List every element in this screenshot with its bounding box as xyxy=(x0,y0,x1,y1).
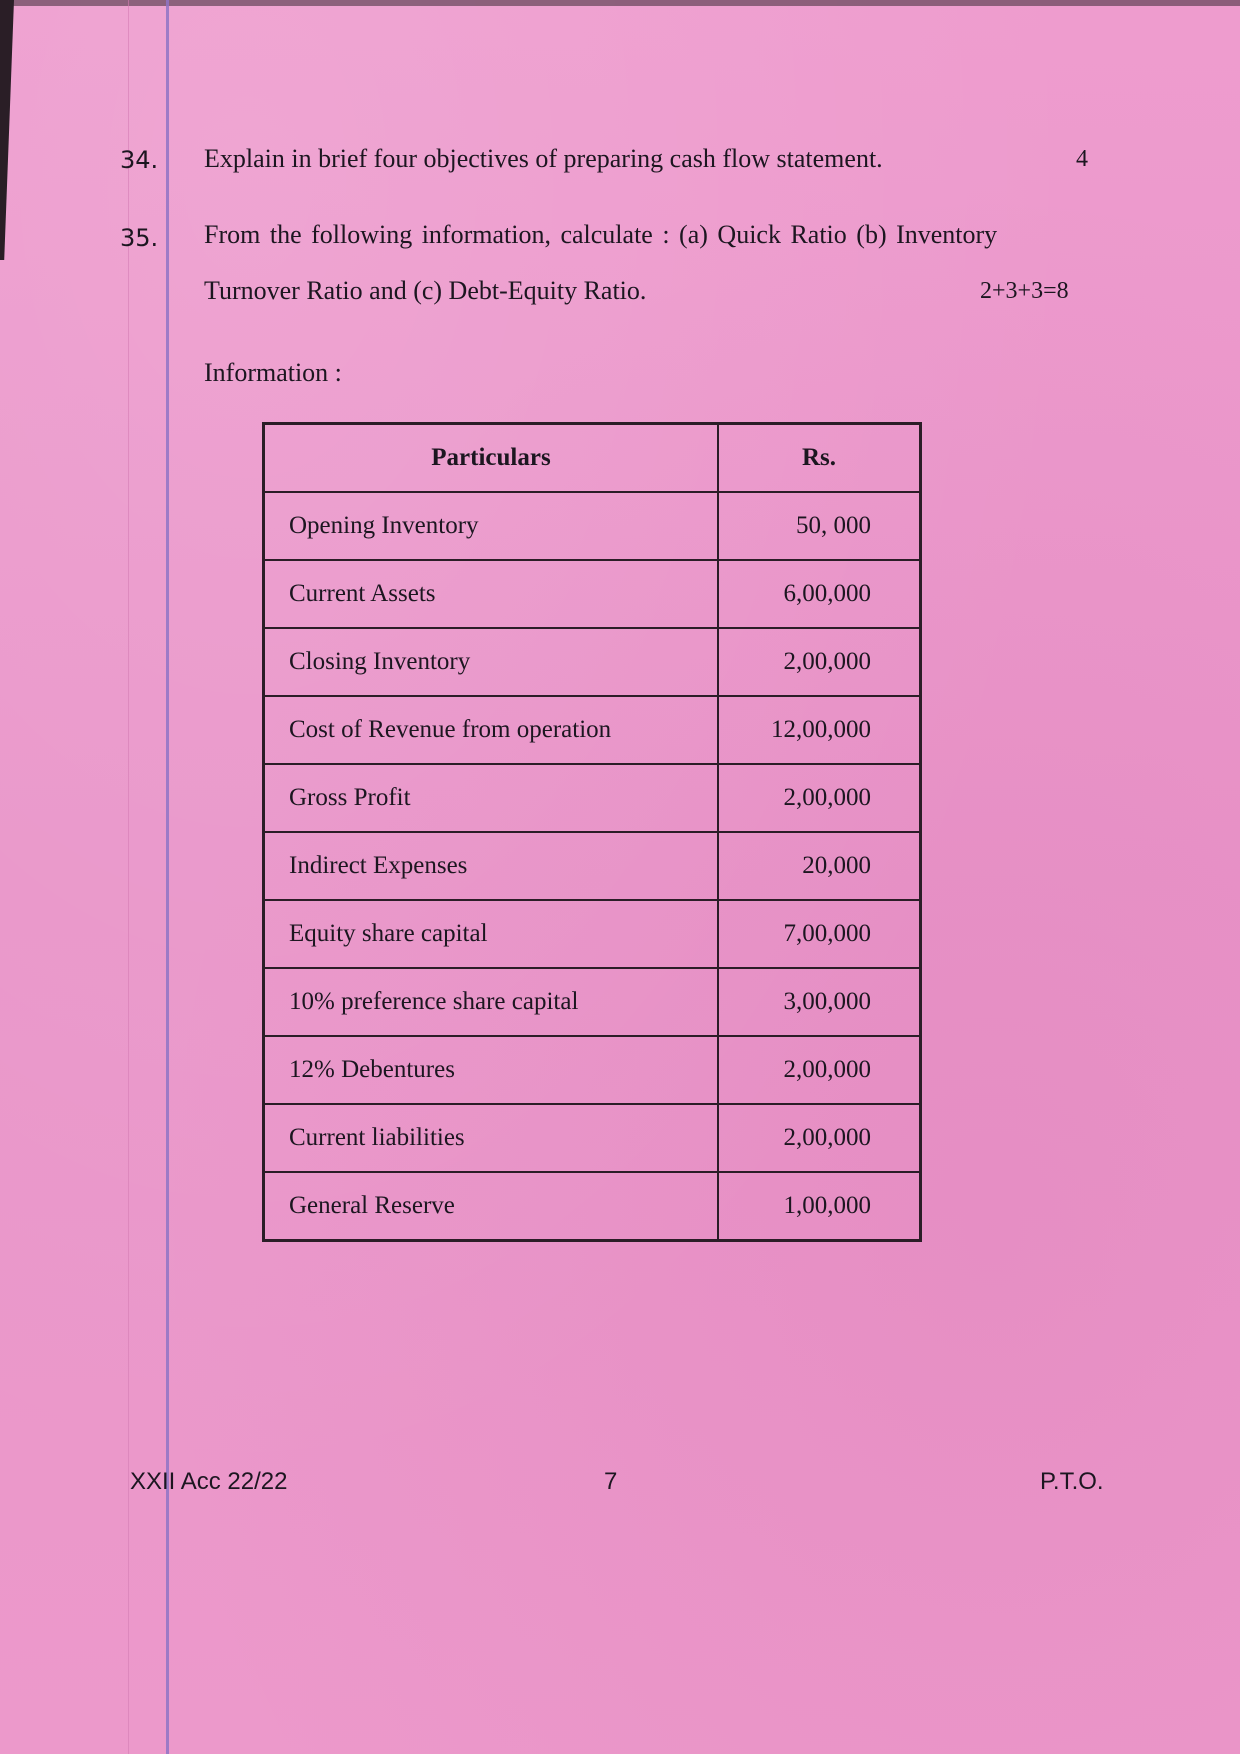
table-row xyxy=(264,900,921,968)
row-amount: 50, 000 xyxy=(718,492,921,560)
row-particular: 12% Debentures xyxy=(264,1036,719,1104)
margin-rule-faint xyxy=(128,0,129,1754)
header-particulars: Particulars xyxy=(264,424,719,493)
row-particular: Equity share capital xyxy=(264,900,719,968)
table-row xyxy=(264,1172,921,1241)
row-amount: 1,00,000 xyxy=(718,1172,921,1241)
table-row xyxy=(264,492,921,560)
question-35-text-line1: From the following information, calculate : (a) Quick Ratio (b) Inventory xyxy=(204,220,998,249)
table-row xyxy=(264,628,921,696)
question-34-number: 34. xyxy=(120,146,159,174)
row-amount: 2,00,000 xyxy=(718,1036,921,1104)
question-34-marks: 4 xyxy=(1076,146,1088,172)
table-row xyxy=(264,1036,921,1104)
paper-code: XXII Acc 22/22 xyxy=(130,1468,288,1495)
information-table xyxy=(262,422,922,1242)
row-particular: Closing Inventory xyxy=(264,628,719,696)
question-35-text-line2: Turnover Ratio and (c) Debt-Equity Ratio. xyxy=(204,276,647,305)
row-amount: 7,00,000 xyxy=(718,900,921,968)
row-particular: Cost of Revenue from operation xyxy=(264,696,719,764)
row-particular: Current liabilities xyxy=(264,1104,719,1172)
row-amount: 3,00,000 xyxy=(718,968,921,1036)
page-top-edge xyxy=(0,0,1240,6)
row-particular: Current Assets xyxy=(264,560,719,628)
row-particular: Opening Inventory xyxy=(264,492,719,560)
pto-label: P.T.O. xyxy=(1040,1468,1104,1495)
table-row xyxy=(264,696,921,764)
table-row xyxy=(264,968,921,1036)
information-label: Information : xyxy=(204,358,342,387)
row-amount: 6,00,000 xyxy=(718,560,921,628)
row-amount: 12,00,000 xyxy=(718,696,921,764)
table-row xyxy=(264,560,921,628)
row-amount: 2,00,000 xyxy=(718,764,921,832)
question-35-marks: 2+3+3=8 xyxy=(980,278,1069,304)
table-header-row xyxy=(264,424,921,493)
row-particular: General Reserve xyxy=(264,1172,719,1241)
row-amount: 2,00,000 xyxy=(718,628,921,696)
table-row xyxy=(264,764,921,832)
page-left-edge-shadow xyxy=(0,0,14,260)
row-particular: 10% preference share capital xyxy=(264,968,719,1036)
row-particular: Indirect Expenses xyxy=(264,832,719,900)
table-row xyxy=(264,1104,921,1172)
question-34-text: Explain in brief four objectives of preparing cash flow statement. xyxy=(204,144,883,173)
header-rs: Rs. xyxy=(718,424,921,493)
row-particular: Gross Profit xyxy=(264,764,719,832)
row-amount: 20,000 xyxy=(718,832,921,900)
question-35-number: 35. xyxy=(120,224,159,252)
table-row xyxy=(264,832,921,900)
row-amount: 2,00,000 xyxy=(718,1104,921,1172)
page-number: 7 xyxy=(604,1468,618,1495)
